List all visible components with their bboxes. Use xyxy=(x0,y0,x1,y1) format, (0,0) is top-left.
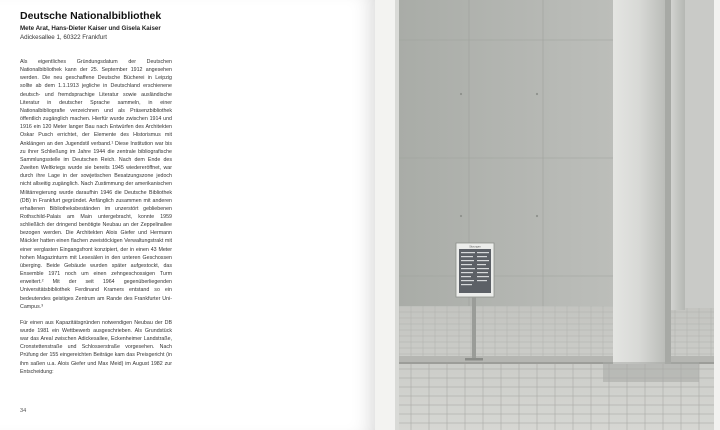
sign-header: Sitzungen xyxy=(469,245,481,249)
sign-board xyxy=(459,249,491,293)
body-text xyxy=(20,58,172,376)
article-address: Adickesallee 1, 60322 Frankfurt xyxy=(20,34,108,41)
page-number: 34 xyxy=(20,408,27,414)
paragraph-2: Für einen aus Kapazitätsgründen notwendigen Neubau der DB wurde 1981 ein Wettbewerb ausgeschrieben. Als Grundstück war das Areal zwischen Adickesallee, Eckenheimer Landstraße, Cronstettenstraße und Schlosserstraße vorgesehen. Nach Prüfung der 155 eingereichten Beiträge kam das Preisgericht (in ihm saßen u.a. Alois Giefer und Max Meid) im August 1982 zur Entscheidung: xyxy=(20,319,172,375)
main-column-shade xyxy=(665,0,671,364)
article-title: Deutsche Nationalbibliothek xyxy=(20,10,162,22)
sign-base xyxy=(465,358,483,361)
article-authors: Mete Arat, Hans-Dieter Kaiser und Gisela Kaiser xyxy=(20,25,161,32)
rear-column xyxy=(671,0,685,310)
building-photo xyxy=(375,0,720,430)
column-shadow xyxy=(603,362,699,382)
right-page-edge xyxy=(714,0,720,430)
far-floor-tiles xyxy=(399,306,720,356)
main-column xyxy=(613,0,671,364)
paragraph-1: Als eigentliches Gründungsdatum der Deutschen Nationalbibliothek kann der 25. September 1912 angesehen werden. Die neu geschaffene Deutsche Bücherei in Leipzig sollte ab dem 1.1.1913 jegliche in Deutschland erschienene deutsch- und fremdsprachige Literatur sowie ausländische Literatur in deutscher Sprache sammeln, in einer Nationalbibliografie verzeichnen und als Präsenzbibliothek öffentlich zugänglich machen. Hierfür wurde zwischen 1914 und 1916 ein 120 Meter langer Bau nach Entwürfen des Architekten Oskar Pusch errichtet, der Elemente des Historismus mit Anklängen an den Jugendstil verband.¹ Diese Institution war bis zu ihrer Schließung im Jahre 1944 die zentrale bibliografische Sammlungsstelle im Deutschen Reich. Nach dem Ende des Zweiten Weltkriegs wurde sie bereits 1945 wiedereröffnet, war durch ihre Lage in der sowjetischen Besatzungszone jedoch nicht allseitig zugänglich. Nach Zustimmung der amerikanischen Militärregierung wurde daraufhin 1946 die Deutsche Bibliothek (DB) in Frankfurt gegründet. Anfänglich zusammen mit anderen erhaltenen Bibliotheksbeständen im unzerstört gebliebenen Rothschild-Palais am Main untergebracht, konnte 1959 schließlich der dringend benötigte Neubau an der Zeppelinallee bezogen werden. Die Architekten Alois Giefer und Hermann Mäckler hatten einen flachen zweistöckigen Verwaltungstrakt mit einer verglasten Eingangsfront konzipiert, der in einen 43 Meter hohen Magazinturm mit Lesesälen in den unteren Geschossen überging. Beide Gebäude wurden später aufgestockt, das Ensemble 1971 noch um einen zehngeschossigen Turm erweitert.² Mit der seit 1964 gegenüberliegenden Universitätsbibliothek Ferdinand Kramers entstand so ein bedeutendes geistiges Zentrum am Rande des Frankfurter Uni-Campus.³ xyxy=(20,59,172,310)
right-page-photo xyxy=(375,0,720,430)
sign-post xyxy=(472,297,476,359)
left-wall-shadow xyxy=(395,0,399,430)
